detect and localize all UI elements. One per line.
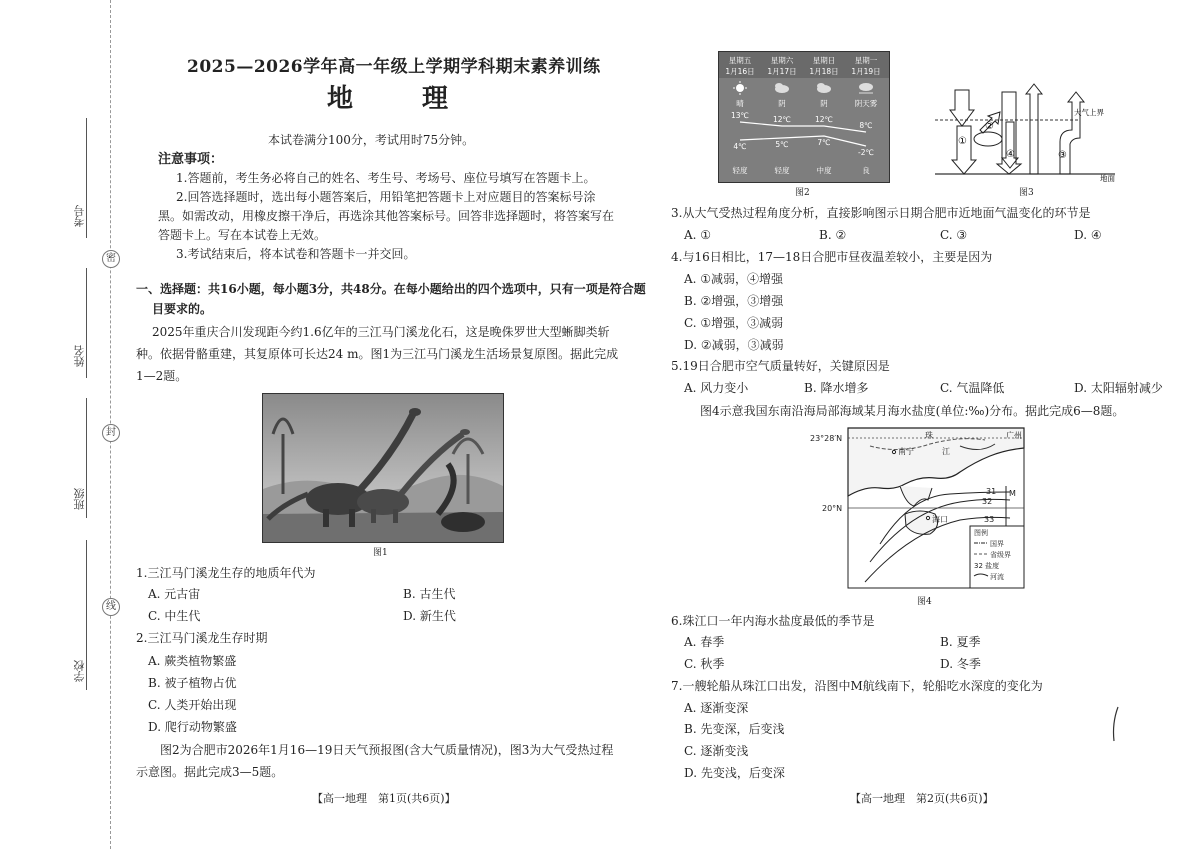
q1-stem: 1.三江马门溪龙生存的地质年代为: [136, 566, 316, 580]
fog-icon: [859, 83, 873, 93]
fig2-day-4: 星期一: [854, 56, 878, 65]
intro-line-2: 种。依据骨骼重建，其复原体可长达24 m。图1为三江马门溪龙生活场景复原图。据此完成: [136, 347, 619, 361]
q5-option-d: D. 太阳辐射减少: [1074, 381, 1163, 395]
q6-option-c: C. 秋季: [684, 657, 725, 671]
notice-line-1: 1.答题前，考生务必将自己的姓名、考生号、考场号、座位号填写在答题卡上。: [176, 171, 596, 185]
fig2-date-2: 1月17日: [767, 67, 797, 76]
fig2-day-2: 星期六: [770, 56, 794, 65]
cloud-icon: [775, 83, 789, 93]
q2-option-c: C. 人类开始出现: [148, 698, 237, 712]
q4-option-d: D. ②减弱，③减弱: [684, 338, 784, 352]
figure-4-salinity-map: [810, 426, 1036, 592]
q7-option-c: C. 逐渐变浅: [684, 744, 749, 758]
fig4-intro: 图4示意我国东南沿海局部海域某月海水盐度(单位:‰)分布。据此完成6—8题。: [700, 404, 1125, 418]
cloud-icon: [817, 83, 831, 93]
intro2-line-2: 示意图。据此完成3—5题。: [136, 765, 284, 779]
intro2-line-1: 图2为合肥市2026年1月16—19日天气预报图(含大气质量情况)，图3为大气受热过程: [160, 743, 614, 757]
fig3-cloud-icon: [974, 132, 1002, 146]
fig3-arrow-shape: [1060, 92, 1084, 174]
fig3-arrow-4: ④: [1006, 149, 1015, 160]
q6-option-b: B. 夏季: [940, 635, 981, 649]
notice-line-4: 答题卡上。写在本试卷上无效。: [158, 228, 327, 242]
q2-option-b: B. 被子植物占优: [148, 676, 237, 690]
section-heading-line-2: 目要求的。: [152, 302, 213, 316]
fig2-aq-2: 轻度: [774, 166, 790, 175]
q1-option-a: A. 元古宙: [148, 587, 201, 601]
q6-option-a: A. 春季: [684, 635, 725, 649]
q1-option-b: B. 古生代: [403, 587, 456, 601]
q5-option-b: B. 降水增多: [804, 381, 869, 395]
q5-option-a: A. 风力变小: [684, 381, 749, 395]
q4-stem: 4.与16日相比，17—18日合肥市昼夜温差较小，主要是因为: [671, 250, 993, 264]
q3-option-c: C. ③: [940, 228, 968, 242]
fig4-isohaline-label-31: 31: [986, 487, 997, 496]
q1-option-c: C. 中生代: [148, 609, 201, 623]
notice-line-3: 黑。如需改动，用橡皮擦干净后，再选涂其他答案标号。回答非选择题时，将答案写在: [158, 209, 615, 223]
fig2-low-4: -2℃: [858, 148, 874, 157]
fig4-haikou-dot: [926, 516, 929, 519]
fig2-high-1: 13℃: [731, 111, 749, 120]
fig3-arrow-shape: [952, 126, 976, 174]
q2-option-a: A. 蕨类植物繁盛: [148, 654, 237, 668]
figure-3-caption: 图3: [1019, 188, 1034, 198]
q7-option-a: A. 逐渐变深: [684, 701, 749, 715]
figure-2-weather-forecast: [718, 51, 890, 183]
fig2-weather-1: 晴: [736, 99, 744, 108]
figure-2-caption: 图2: [795, 188, 810, 198]
figure-1-caption: 图1: [373, 548, 388, 558]
fig4-label-zhu: 珠: [925, 431, 933, 440]
fig4-legend-national: 国界: [990, 540, 1004, 548]
notice-heading: 注意事项：: [158, 152, 224, 167]
fig4-label-jiang: 江: [942, 447, 950, 456]
class-label: 班级: [73, 488, 86, 510]
q3-option-d: D. ④: [1074, 228, 1102, 242]
fig4-label-m: M: [1009, 489, 1016, 498]
fig4-legend-province: 省级界: [990, 551, 1011, 559]
fig4-legend-salinity: 32 盐度: [974, 562, 1000, 570]
fig2-weather-2: 阴: [778, 99, 786, 108]
section-heading-line-1: 一、选择题：共16小题，每小题3分，共48分。在每小题给出的四个选项中，只有一项是符合题: [136, 282, 646, 296]
q7-option-d: D. 先变浅，后变深: [684, 766, 785, 780]
fig4-label-guangzhou: 广州: [1006, 431, 1022, 440]
fig2-high-3: 12℃: [815, 115, 833, 124]
figure-4-caption: 图4: [917, 597, 932, 607]
fig3-top-label: 大气上界: [1074, 108, 1104, 117]
fig2-weather-4: 阴天雾: [854, 99, 878, 108]
fig2-high-2: 12℃: [773, 115, 791, 124]
fig2-low-3: 7℃: [817, 138, 831, 147]
fig3-arrow-shape: [997, 92, 1021, 174]
fig4-lat-top: 23°28′N: [810, 434, 843, 443]
fig2-day-3: 星期日: [812, 56, 836, 65]
q4-option-a: A. ①减弱，④增强: [684, 272, 784, 286]
fig3-arrow-3: ③: [1058, 150, 1067, 161]
fig2-aq-3: 中度: [816, 166, 832, 175]
figure-1-dinosaur-image: [262, 393, 504, 543]
fig4-label-nanning: 南宁: [898, 447, 914, 456]
exam-info: 本试卷满分100分，考试用时75分钟。: [268, 133, 475, 147]
fig2-date-3: 1月18日: [809, 67, 839, 76]
fig4-nanning-dot: [892, 450, 895, 453]
exam-number-blank: [86, 118, 87, 238]
q6-stem: 6.珠江口一年内海水盐度最低的季节是: [671, 614, 875, 628]
fig3-arrow-1: ①: [958, 136, 967, 147]
q6-option-d: D. 冬季: [940, 657, 981, 671]
fig2-date-1: 1月16日: [725, 67, 755, 76]
fig4-isohaline-label-33: 33: [984, 515, 995, 524]
fig2-low-2: 5℃: [775, 140, 789, 149]
fig4-legend-title: 图例: [974, 529, 988, 537]
intro-line-3: 1—2题。: [136, 369, 188, 383]
page-1-footer: 【高一地理 第1页(共6页)】: [312, 792, 456, 805]
fig2-day-1: 星期五: [728, 56, 752, 65]
fig3-arrow-shape: [1026, 84, 1042, 174]
q4-option-c: C. ①增强，③减弱: [684, 316, 784, 330]
fig4-label-haikou: 海口: [932, 515, 948, 524]
notice-line-5: 3.考试结束后，将本试卷和答题卡一并交回。: [176, 247, 416, 261]
figure-3-heating-diagram: [930, 82, 1120, 182]
school-blank: [86, 540, 87, 690]
exam-title: 2025—2026学年高一年级上学期学科期末素养训练: [187, 57, 601, 77]
fig3-arrow-2: ②: [985, 121, 994, 132]
q7-option-b: B. 先变深，后变浅: [684, 722, 785, 736]
name-blank: [86, 268, 87, 378]
fig4-legend-river: 河流: [990, 573, 1004, 581]
fig2-aq-1: 轻度: [732, 166, 748, 175]
subject-title: 地 理: [327, 84, 479, 114]
name-label: 姓名: [73, 345, 86, 367]
fig4-isohaline-label-32: 32: [982, 497, 993, 506]
seal-mi: 密: [102, 250, 120, 268]
fig2-weather-3: 阴: [820, 99, 828, 108]
intro-line-1: 2025年重庆合川发现距今约1.6亿年的三江马门溪龙化石，这是晚侏罗世大型蜥脚类斩: [152, 325, 610, 339]
fig2-high-4: 8℃: [859, 121, 873, 130]
seal-feng: 封: [102, 424, 120, 442]
fig2-date-4: 1月19日: [851, 67, 881, 76]
fig4-lat-mid: 20°N: [822, 504, 843, 513]
fig2-low-temp-line: [740, 136, 866, 146]
page-2-footer: 【高一地理 第2页(共6页)】: [850, 792, 994, 805]
class-blank: [86, 398, 87, 518]
fig3-ground-label: 地面: [1100, 174, 1115, 182]
seal-xian: 线: [102, 598, 120, 616]
fig2-high-temp-line: [740, 122, 866, 132]
q1-option-d: D. 新生代: [403, 609, 456, 623]
q2-stem: 2.三江马门溪龙生存时期: [136, 631, 268, 645]
exam-number-label: 考号: [73, 205, 86, 227]
q3-option-a: A. ①: [684, 228, 712, 242]
q3-option-b: B. ②: [819, 228, 847, 242]
q3-stem: 3.从大气受热过程角度分析，直接影响图示日期合肥市近地面气温变化的环节是: [671, 206, 1091, 220]
q4-option-b: B. ②增强，③增强: [684, 294, 784, 308]
school-label: 学校: [73, 660, 86, 682]
q2-option-d: D. 爬行动物繁盛: [148, 720, 237, 734]
fig2-aq-4: 良: [862, 166, 870, 175]
pen-mark: [1108, 705, 1122, 745]
notice-line-2: 2.回答选择题时，选出每小题答案后，用铅笔把答题卡上对应题目的答案标号涂: [176, 190, 596, 204]
q7-stem: 7.一艘轮船从珠江口出发，沿图中M航线南下，轮船吃水深度的变化为: [671, 679, 1043, 693]
q5-option-c: C. 气温降低: [940, 381, 1005, 395]
sun-icon: [733, 81, 747, 95]
fig2-low-1: 4℃: [733, 142, 747, 151]
fig3-arrow-shape: [950, 90, 974, 126]
q5-stem: 5.19日合肥市空气质量转好，关键原因是: [671, 359, 890, 373]
